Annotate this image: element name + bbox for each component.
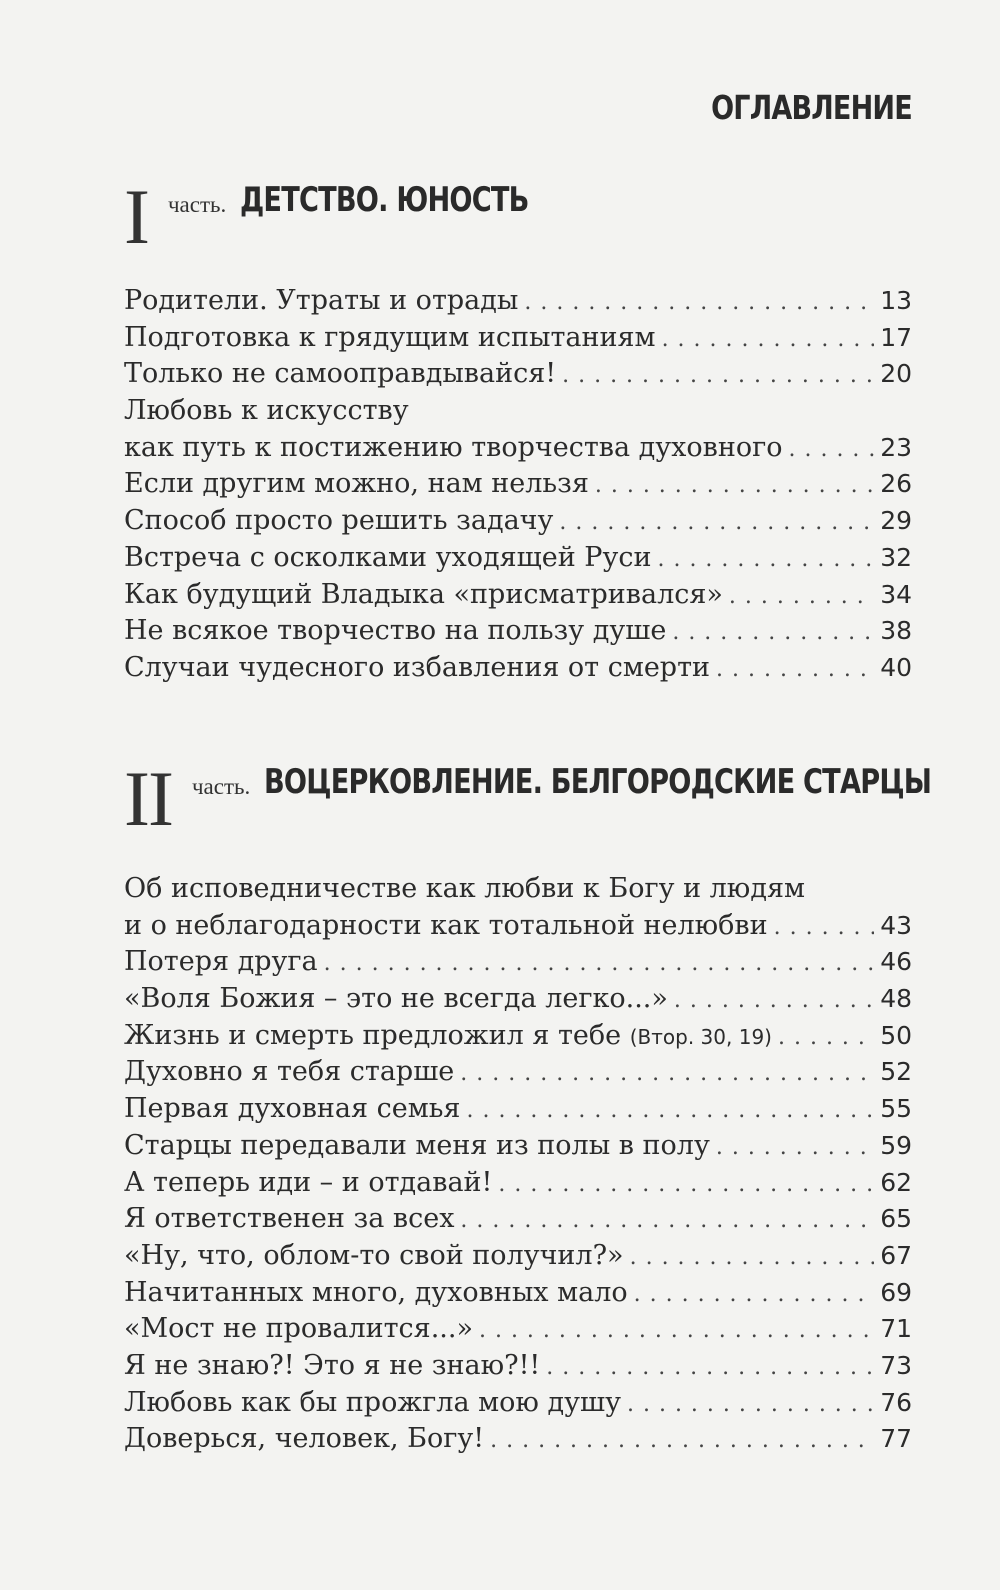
toc-entry-title <box>124 1311 473 1348</box>
dot-leader <box>460 1203 874 1240</box>
toc-entry-title-text: Я не знаю?! Это я не знаю?!! <box>124 1349 541 1381</box>
toc-entry-title-text: Только не самооправдывайся! <box>124 358 557 390</box>
toc-entry-title-text: Если другим можно, нам нельзя <box>124 468 589 500</box>
toc-entry-title <box>124 1275 628 1312</box>
toc-entry <box>124 1054 912 1091</box>
toc-entry-page-number: 38 <box>880 616 912 646</box>
toc-entry-title-text: и о неблагодарности как тотальной нелюбви <box>124 909 768 941</box>
toc-entry-page-number: 43 <box>880 910 912 940</box>
toc-entry-title <box>124 1018 772 1056</box>
toc-entry-page-number: 23 <box>880 432 912 462</box>
toc-entry <box>124 356 912 393</box>
toc-entry-title-text: как путь к постижению творчества духовного <box>124 431 783 463</box>
toc-entry <box>124 1128 912 1165</box>
toc-entry-reference: (Втор. 30, 19) <box>629 1024 772 1049</box>
dot-leader <box>672 615 874 652</box>
dot-leader <box>460 1056 874 1093</box>
toc-entry-title <box>124 871 805 908</box>
toc-entry-page-number: 17 <box>880 322 912 352</box>
toc-entry <box>124 1238 912 1275</box>
toc-entry-page-number: 50 <box>880 1020 912 1050</box>
dot-leader <box>324 946 875 983</box>
toc-entry <box>124 1201 912 1238</box>
toc-entry-title <box>124 466 589 503</box>
toc-entry-title <box>124 1238 624 1275</box>
dot-leader <box>788 432 874 469</box>
part-2-word: часть. <box>191 774 251 799</box>
toc-entry <box>124 1018 912 1055</box>
toc-entry-title-text: «Мост не провалится...» <box>124 1313 473 1345</box>
toc-entry-title <box>124 1201 454 1238</box>
part-2-entries <box>124 871 912 1458</box>
toc-entry <box>124 650 912 687</box>
toc-entry <box>124 503 912 540</box>
toc-heading: ОГЛАВЛЕНИЕ <box>711 88 912 127</box>
dot-leader <box>662 322 875 359</box>
toc-entry-page-number: 46 <box>880 947 912 977</box>
toc-entry-title-text: «Ну, что, облом-то свой получил?» <box>124 1239 624 1271</box>
toc-entry <box>124 1421 912 1458</box>
toc-entry-title <box>124 944 318 981</box>
toc-entry-page-number: 73 <box>880 1350 912 1380</box>
dot-leader <box>634 1277 875 1314</box>
toc-entry-page-number: 76 <box>880 1387 912 1417</box>
toc-entry <box>124 430 912 467</box>
dot-leader <box>595 468 874 505</box>
part-1-word: часть. <box>167 192 227 217</box>
toc-entry-title-text: Любовь к искусству <box>124 395 409 427</box>
toc-entry <box>124 283 912 320</box>
toc-entry-page-number: 20 <box>880 359 912 389</box>
toc-entry-title <box>124 613 666 650</box>
toc-entry <box>124 466 912 503</box>
toc-entry <box>124 1348 912 1385</box>
toc-entry-title <box>124 908 768 945</box>
toc-entry-title <box>124 1385 621 1422</box>
dot-leader <box>466 1093 874 1130</box>
toc-entry-title <box>124 283 518 320</box>
toc-entry-title-text: Подготовка к грядущим испытаниям <box>124 321 656 353</box>
toc-entry-title <box>124 650 710 687</box>
toc-entry-title <box>124 981 668 1018</box>
toc-entry-title-text: Жизнь и смерть предложил я тебе <box>124 1019 622 1051</box>
toc-entry-title <box>124 1421 484 1458</box>
toc-entry-title-text: Первая духовная семья <box>124 1093 461 1125</box>
part-2-title: ВОЦЕРКОВЛЕНИЕ. БЕЛГОРОДСКИЕ СТАРЦЫ <box>264 762 932 802</box>
toc-entry <box>124 981 912 1018</box>
dot-leader <box>729 579 874 616</box>
dot-leader <box>479 1313 874 1350</box>
dot-leader <box>562 358 874 395</box>
toc-entry-page-number: 52 <box>880 1057 912 1087</box>
part-1-entries <box>124 283 912 687</box>
toc-entry-page-number: 55 <box>880 1094 912 1124</box>
dot-leader <box>716 652 874 689</box>
toc-entry <box>124 1385 912 1422</box>
dot-leader <box>716 1130 874 1167</box>
toc-entry <box>124 1311 912 1348</box>
dot-leader <box>774 910 875 947</box>
toc-entry-page-number: 32 <box>880 542 912 572</box>
toc-entry-title <box>124 393 409 430</box>
dot-leader <box>778 1020 874 1057</box>
toc-entry-page-number: 71 <box>880 1314 912 1344</box>
dot-leader <box>559 505 874 542</box>
toc-entry-title-text: Как будущий Владыка «присматривался» <box>124 578 723 610</box>
toc-entry-title-text: Встреча с осколками уходящей Руси <box>124 541 652 573</box>
dot-leader <box>657 542 874 579</box>
toc-entry-title-text: Не всякое творчество на пользу душе <box>124 615 667 647</box>
part-2-header <box>124 755 1000 842</box>
toc-entry-page-number: 48 <box>880 984 912 1014</box>
toc-entry <box>124 613 912 650</box>
toc-entry-title <box>124 503 553 540</box>
toc-entry-title <box>124 430 782 467</box>
toc-entry-title <box>124 320 656 357</box>
toc-entry-title-text: Об исповедничестве как любви к Богу и людям <box>124 873 805 904</box>
part-1-title: ДЕТСТВО. ЮНОСТЬ <box>240 180 529 220</box>
toc-entry <box>124 540 912 577</box>
toc-entry-page-number: 34 <box>880 579 912 609</box>
toc-entry-title-text: А теперь иди – и отдавай! <box>124 1166 493 1198</box>
toc-entry <box>124 577 912 614</box>
dot-leader <box>674 983 874 1020</box>
toc-entry-title-text: Доверься, человек, Богу! <box>124 1423 485 1455</box>
toc-entry <box>124 908 912 945</box>
dot-leader <box>546 1350 874 1387</box>
toc-entry-title-text: Способ просто решить задачу <box>124 505 554 537</box>
dot-leader <box>627 1387 874 1424</box>
toc-entry-title <box>124 577 723 614</box>
toc-entry <box>124 1091 912 1128</box>
toc-entry-title-text: Родители. Утраты и отрады <box>124 285 519 316</box>
toc-entry <box>124 1165 912 1202</box>
toc-entry <box>124 871 912 908</box>
toc-entry-page-number: 29 <box>880 506 912 536</box>
dot-leader <box>630 1240 875 1277</box>
toc-entry-title <box>124 540 651 577</box>
toc-entry-title-text: Старцы передавали меня из полы в полу <box>124 1129 710 1161</box>
toc-entry-page-number: 77 <box>880 1424 912 1454</box>
toc-entry-title <box>124 1128 710 1165</box>
toc-entry <box>124 1275 912 1312</box>
toc-entry-page-number: 59 <box>880 1130 912 1160</box>
toc-entry-title <box>124 1348 540 1385</box>
toc-entry-title-text: Любовь как бы прожгла мою душу <box>124 1386 621 1418</box>
toc-entry-title <box>124 1165 492 1202</box>
part-2-numeral: II <box>124 755 172 842</box>
toc-entry-title-text: Духовно я тебя старше <box>124 1056 455 1088</box>
toc-entry <box>124 944 912 981</box>
toc-entry-page-number: 67 <box>880 1240 912 1270</box>
toc-entry-page-number: 65 <box>880 1204 912 1234</box>
toc-entry-title <box>124 1091 460 1128</box>
toc-entry-title-text: Случаи чудесного избавления от смерти <box>124 651 711 683</box>
toc-entry-title-text: «Воля Божия – это не всегда легко...» <box>124 983 668 1015</box>
toc-entry-page-number: 69 <box>880 1277 912 1307</box>
toc-entry-page-number: 26 <box>880 469 912 499</box>
toc-entry-title-text: Потеря друга <box>124 946 318 978</box>
toc-entry-title-text: Я ответственен за всех <box>124 1203 455 1235</box>
toc-entry-title-text: Начитанных много, духовных мало <box>124 1276 628 1308</box>
part-1-numeral: I <box>124 173 148 260</box>
dot-leader <box>490 1423 874 1460</box>
dot-leader <box>498 1167 874 1204</box>
toc-entry-title <box>124 356 556 393</box>
part-1-header <box>124 173 601 260</box>
toc-entry-page-number: 13 <box>880 286 912 315</box>
toc-entry-title <box>124 1054 454 1091</box>
toc-entry-page-number: 40 <box>880 652 912 682</box>
dot-leader <box>524 285 874 322</box>
toc-entry <box>124 320 912 357</box>
toc-entry-page-number: 62 <box>880 1167 912 1197</box>
toc-entry <box>124 393 912 430</box>
